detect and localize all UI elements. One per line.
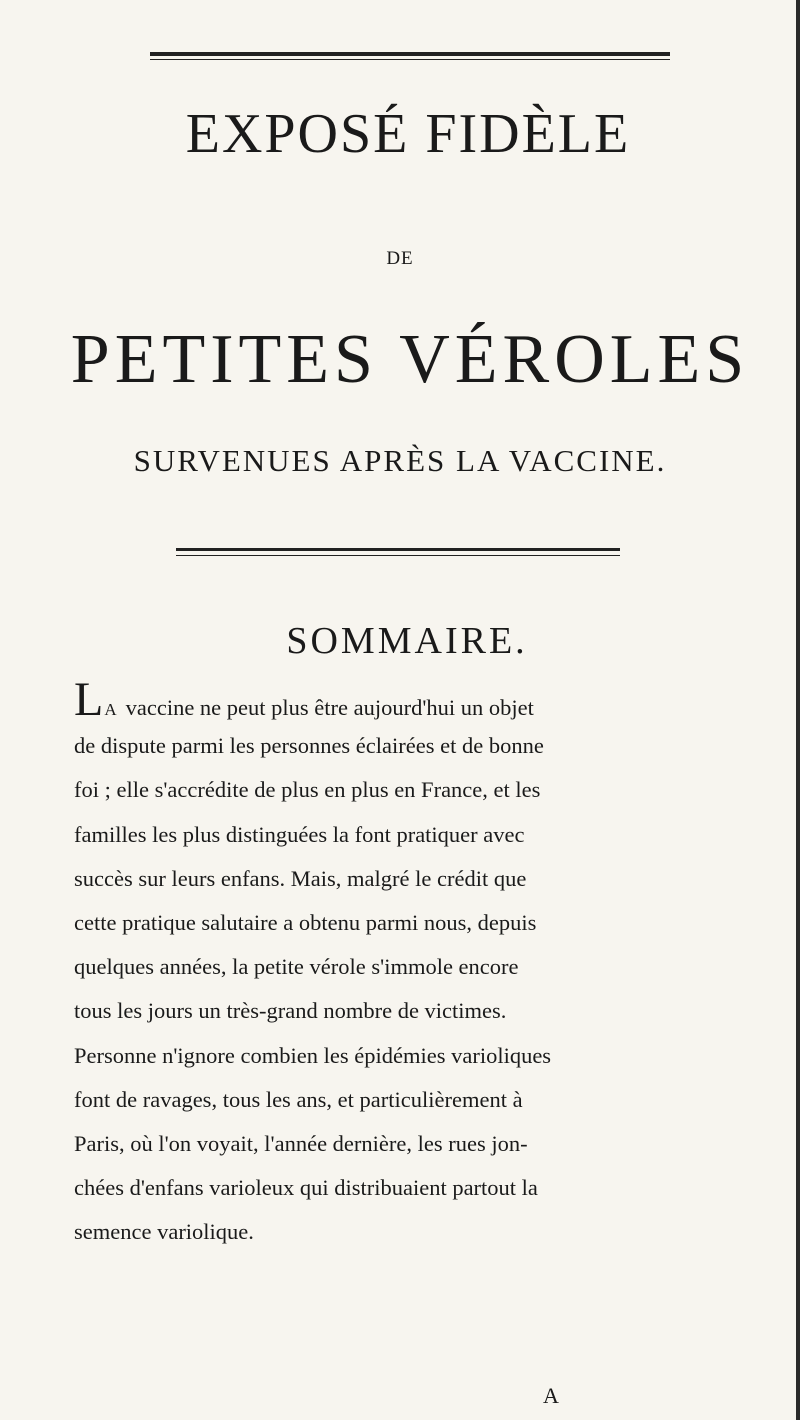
paragraph-line: semence variolique. — [74, 1219, 254, 1245]
paragraph-line: quelques années, la petite vérole s'immole encore — [74, 954, 519, 980]
paragraph-line: foi ; elle s'accrédite de plus en plus en France, et les — [74, 777, 541, 803]
page-edge — [796, 0, 800, 1420]
paragraph-line: chées d'enfans varioleux qui distribuaient partout la — [74, 1175, 538, 1201]
top-rule — [150, 52, 670, 56]
paragraph-line: tous les jours un très-grand nombre de victimes. — [74, 998, 507, 1024]
paragraph-line: de dispute parmi les personnes éclairées et de bonne — [74, 733, 544, 759]
title-line-1: EXPOSÉ FIDÈLE — [185, 103, 631, 165]
paragraph-line: Personne n'ignore combien les épidémies varioliques — [74, 1042, 552, 1068]
section-heading: SOMMAIRE. — [286, 620, 528, 662]
paragraph-line: cette pratique salutaire a obtenu parmi nous, depuis — [74, 909, 537, 935]
drop-cap: L — [74, 673, 104, 726]
section-rule — [176, 548, 620, 551]
paragraph-line: succès sur leurs enfans. Mais, malgré le crédit que — [74, 865, 527, 891]
title-line-3: PETITES VÉROLES — [70, 321, 750, 398]
paragraph-line: familles les plus distinguées la font pratiquer avec — [74, 821, 525, 847]
title-line-2: DE — [386, 248, 414, 269]
paragraph-line: Paris, où l'on voyait, l'année dernière, les rues jon- — [74, 1130, 528, 1156]
paragraph-line: font de ravages, tous les ans, et particulièrement à — [74, 1086, 523, 1112]
signature-mark: A — [543, 1383, 559, 1408]
section-rule-thin — [176, 555, 620, 556]
top-rule-thin — [150, 59, 670, 60]
drop-cap-rest: A — [104, 700, 118, 719]
paragraph-line-1-text: vaccine ne peut plus être aujourd'hui un objet — [125, 695, 534, 720]
body-paragraph — [74, 673, 774, 1254]
title-line-4: SURVENUES APRÈS LA VACCINE. — [133, 443, 667, 478]
paragraph-line-1 — [74, 673, 774, 726]
